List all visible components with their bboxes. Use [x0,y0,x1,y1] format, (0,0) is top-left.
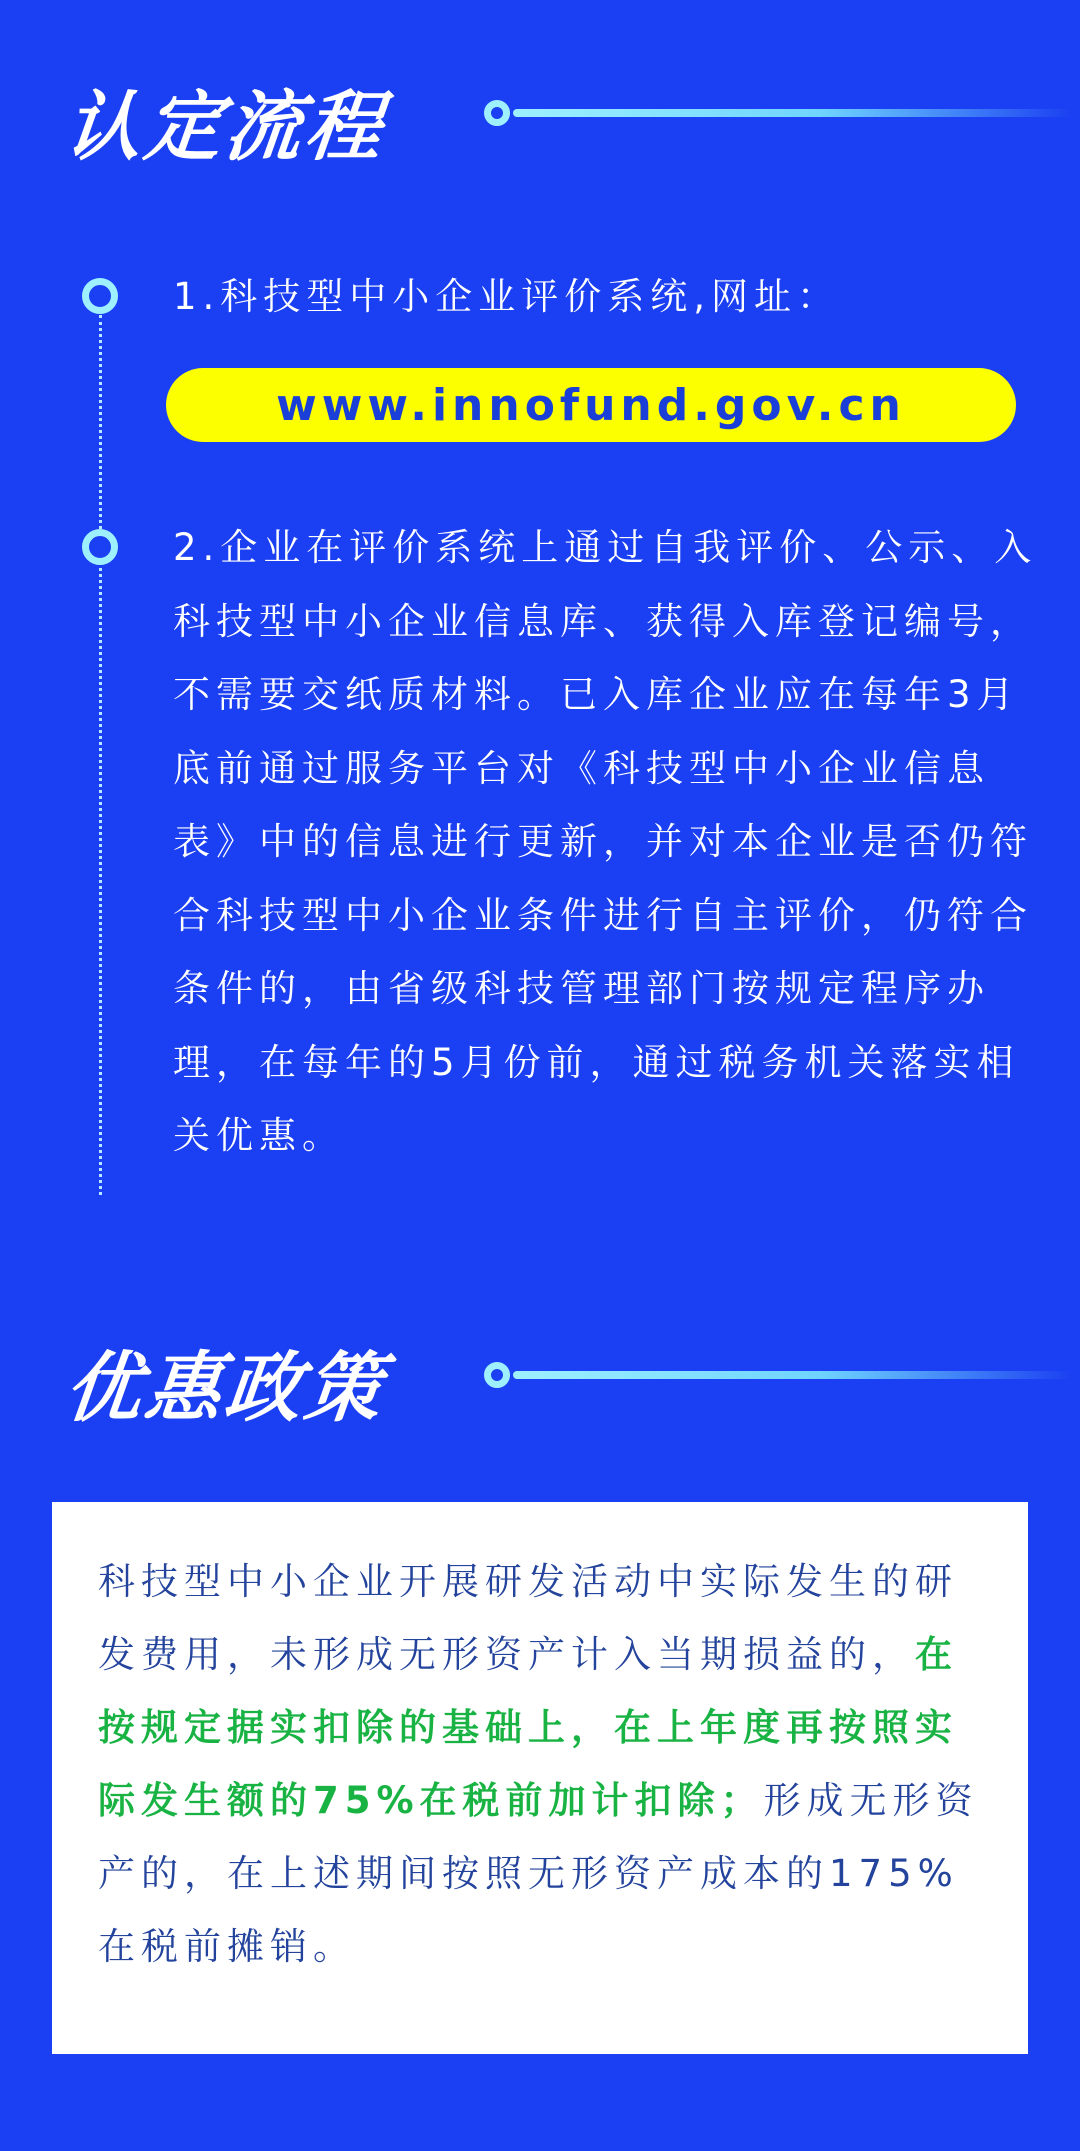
title-ring-icon [484,100,510,126]
url-pill[interactable]: www.innofund.gov.cn [166,368,1016,442]
section-title-certification: 认定流程 [60,82,391,171]
title-divider-line [513,1371,1073,1379]
policy-text-part1: 科技型中小企业开展研发活动中实际发生的研发费用，未形成无形资产计入当期损益的， [98,1560,958,1676]
title-divider-line [513,109,1073,117]
timeline-dotted-line [99,315,102,1195]
policy-text-highlight: 在按规定据实扣除的基础上，在上年度再按照实际发生额的75%在税前加计扣除； [98,1633,958,1822]
step-2-ring-icon [82,529,118,565]
step-1-text: 1.科技型中小企业评价系统,网址： [173,275,841,318]
policy-box [52,1502,1028,2054]
step-1-ring-icon [82,278,118,314]
policy-text [98,1545,998,1983]
step-2-text: 2.企业在评价系统上通过自我评价、公示、入科技型中小企业信息库、获得入库登记编号，不需要交纸质材料。已入库企业应在每年3月底前通过服务平台对《科技型中小企业信息表》中的信息进行更新，并对本企业是否仍符合科技型中小企业条件进行自主评价，仍符合条件的，由省级科技管理部门按规定程序办理，在每年的5月份前，通过税务机关落实相关优惠。 [173,526,1038,1157]
policy-text-part2: 形成无形资产的，在上述期间按照无形资产成本的175%在税前摊销。 [98,1779,979,1968]
title-ring-icon [484,1362,510,1388]
section-title-policy: 优惠政策 [60,1343,391,1432]
